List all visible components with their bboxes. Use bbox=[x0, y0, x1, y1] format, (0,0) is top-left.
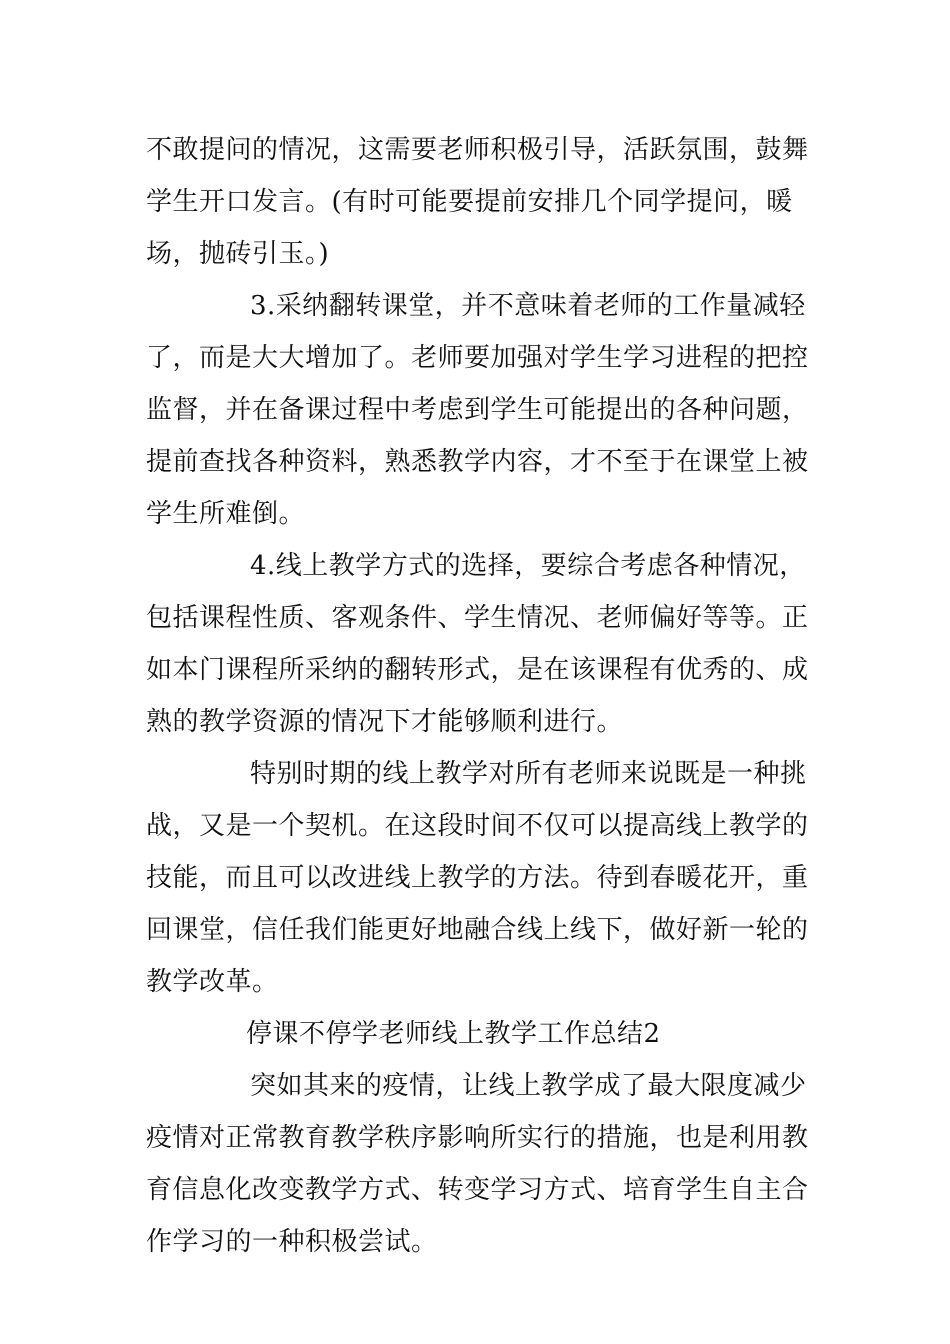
paragraph-intro-2: 突如其来的疫情，让线上教学成了最大限度减少疫情对正常教育教学秩序影响所实行的措施，也是利用教育信息化改变教学方式、转变学习方式、培育学生自主合作学习的一种积极尝试。 bbox=[146, 1071, 809, 1257]
paragraph-point-3: 3.采纳翻转课堂，并不意味着老师的工作量减轻了，而是大大增加了。老师要加强对学生学习进程的把控监督，并在备课过程中考虑到学生可能提出的各种问题，提前查找各种资料，熟悉教学内容，才不至于在课堂上被学生所难倒。 bbox=[146, 291, 809, 529]
document-body bbox=[146, 124, 826, 1268]
paragraph-continuation: 不敢提问的情况，这需要老师积极引导，活跃氛围，鼓舞学生开口发言。(有时可能要提前安排几个同学提问，暖场，抛砖引玉。) bbox=[146, 135, 809, 269]
paragraph-conclusion: 特别时期的线上教学对所有老师来说既是一种挑战，又是一个契机。在这段时间不仅可以提高线上教学的技能，而且可以改进线上教学的方法。待到春暖花开，重回课堂，信任我们能更好地融合线上线下，做好新一轮的教学改革。 bbox=[146, 759, 809, 997]
paragraph-point-4: 4.线上教学方式的选择，要综合考虑各种情况，包括课程性质、客观条件、学生情况、老师偏好等等。正如本门课程所采纳的翻转形式，是在该课程有优秀的、成熟的教学资源的情况下才能够顺利进行。 bbox=[146, 551, 809, 737]
section-heading: 停课不停学老师线上教学工作总结2 bbox=[246, 1019, 661, 1049]
